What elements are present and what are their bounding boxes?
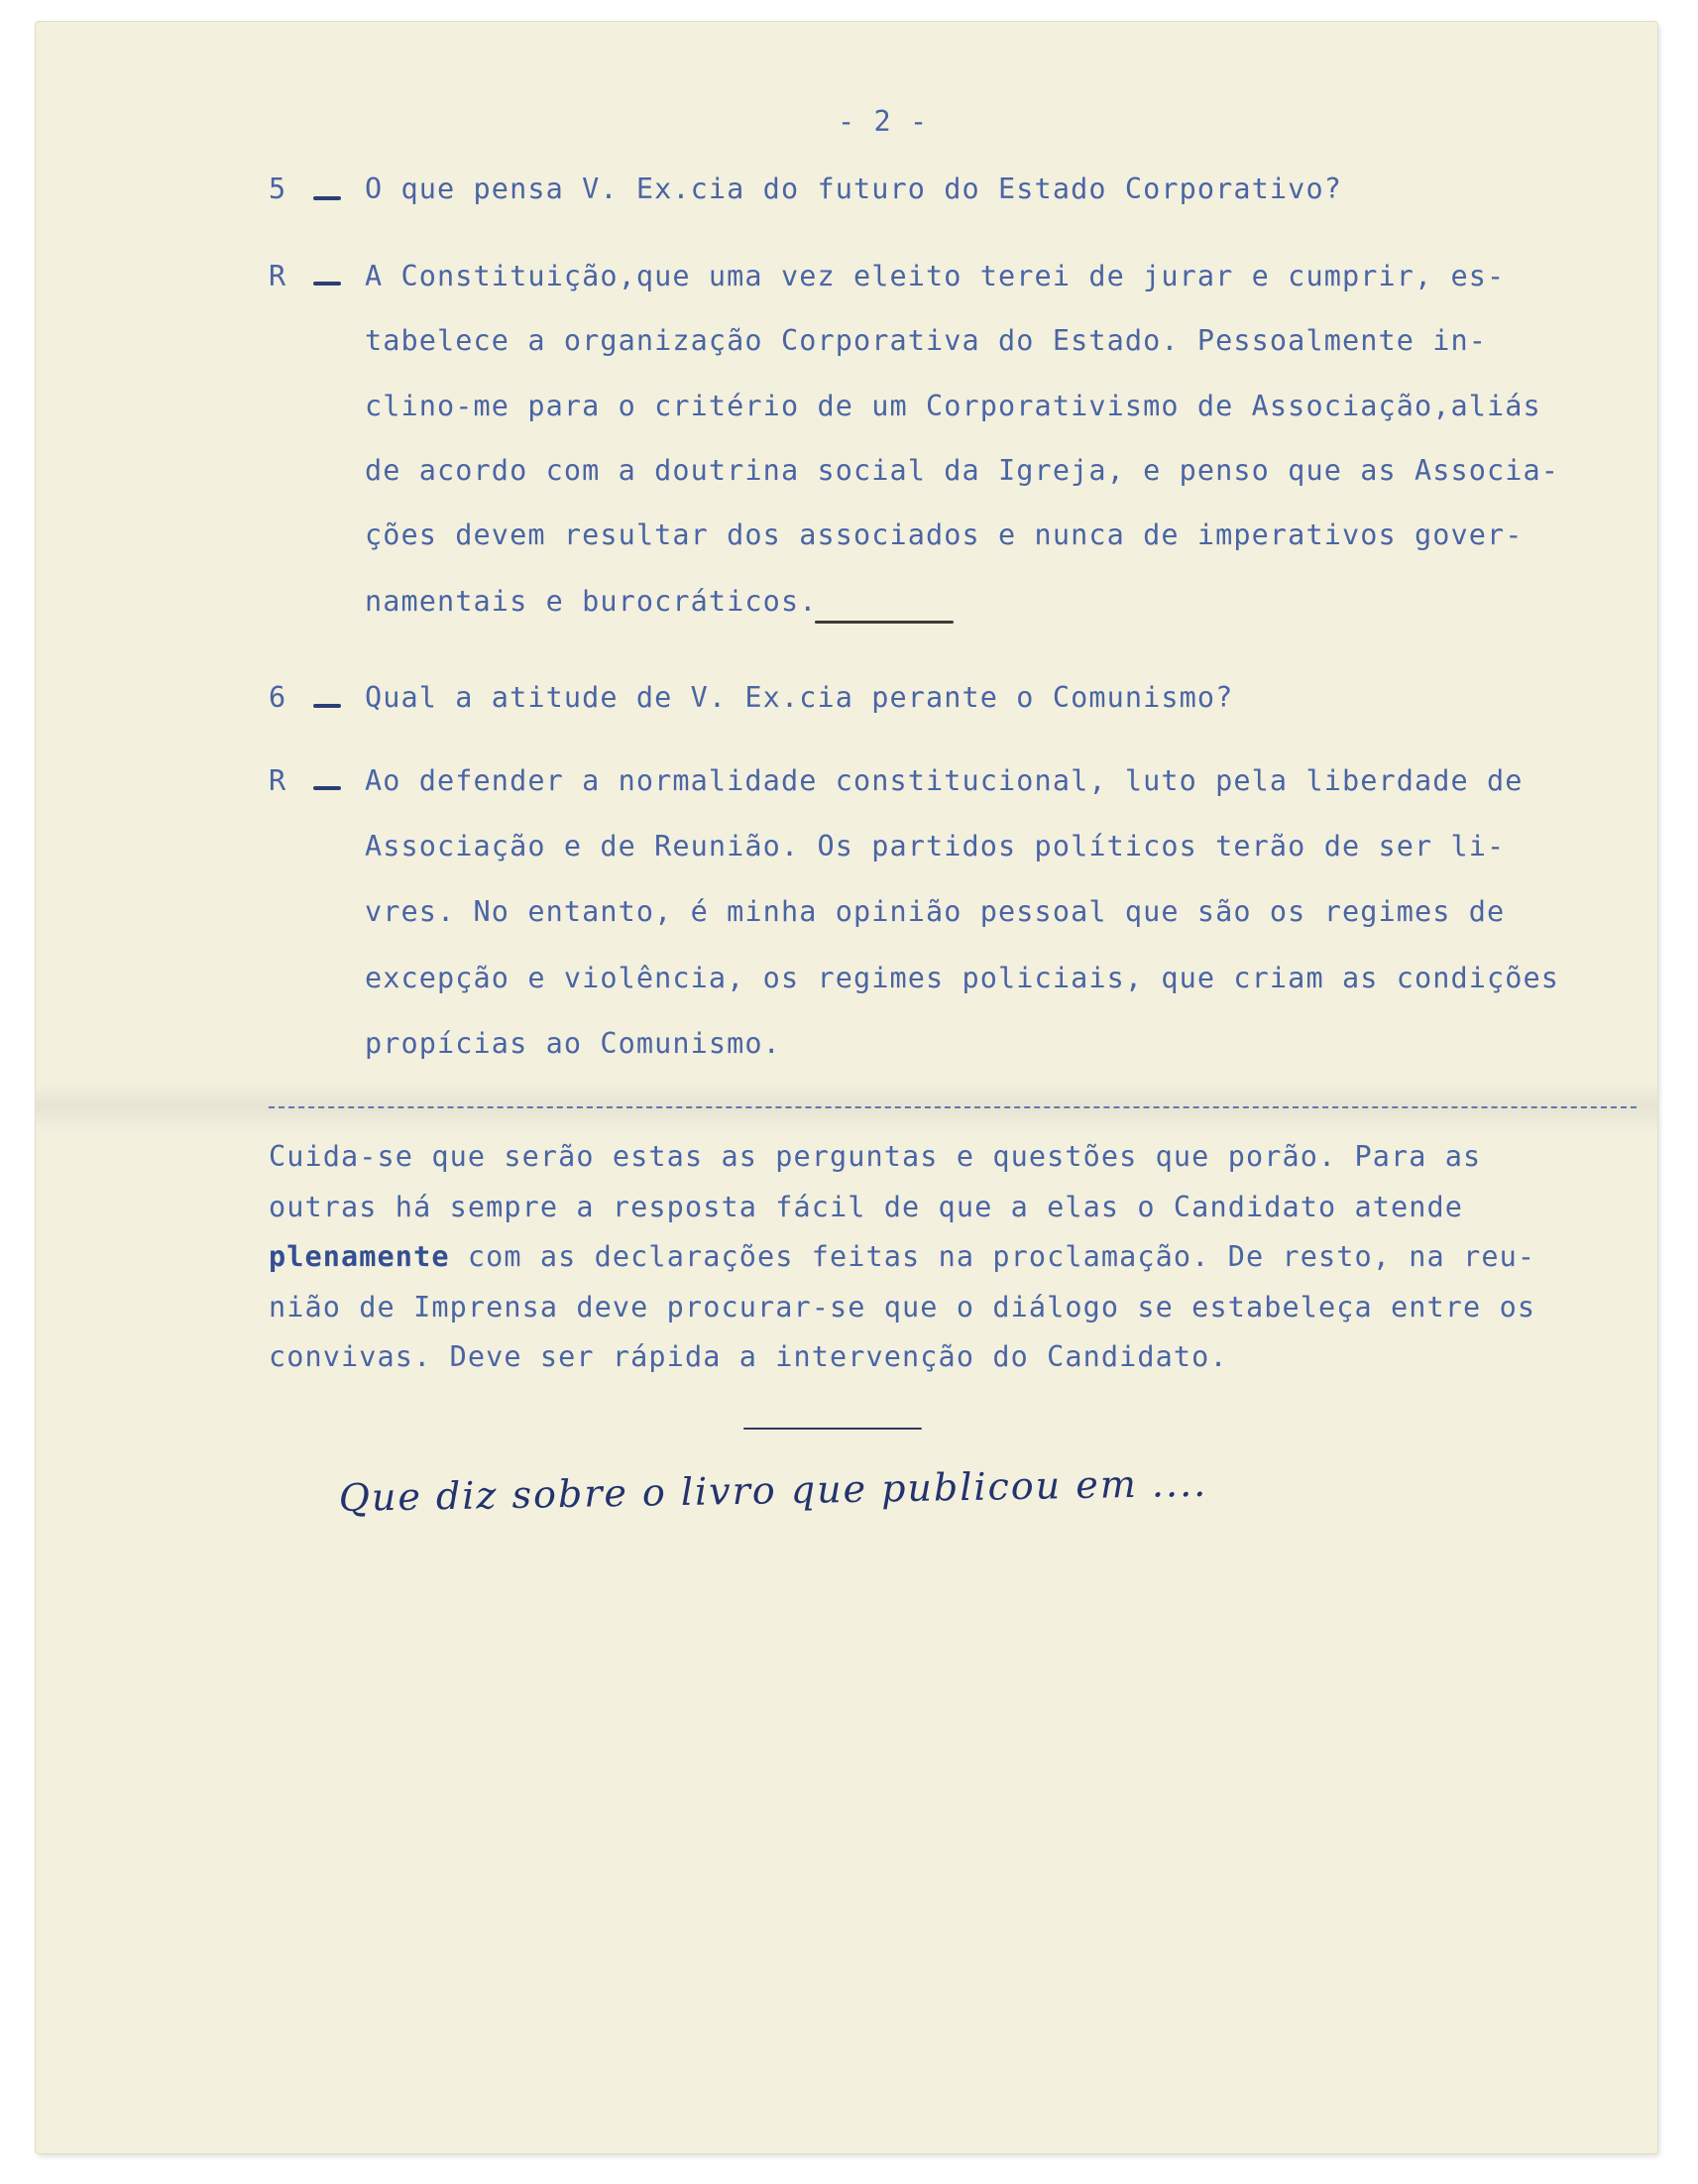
question-number: 6 — [269, 681, 287, 714]
answer-line: ções devem resultar dos associados e nunca de imperativos gover- — [365, 518, 1524, 551]
handwritten-text: Que diz sobre o livro que publicou em .... — [338, 1460, 1208, 1520]
section-divider — [815, 621, 954, 624]
note-line: outras há sempre a resposta fácil de que a elas o Candidato atende — [269, 1191, 1464, 1223]
answer-line: clino-me para o critério de um Corporativismo de Associação,aliás — [365, 390, 1541, 422]
note-line: convivas. Deve ser rápida a intervenção do Candidato. — [269, 1340, 1228, 1373]
answer-label: R — [269, 764, 287, 797]
note-line: Cuida-se que serão estas as perguntas e questões que porão. Para as — [269, 1140, 1482, 1173]
note-line: nião de Imprensa deve procurar-se que o diálogo se estabeleça entre os — [269, 1291, 1536, 1323]
question-text: O que pensa V. Ex.cia do futuro do Estado Corporativo? — [365, 172, 1342, 205]
answer-line: de acordo com a doutrina social da Igreja, e penso que as Associa- — [365, 454, 1560, 487]
answer-line: Ao defender a normalidade constitucional, luto pela liberdade de — [365, 764, 1524, 797]
handwritten-annotation — [333, 1451, 1374, 1565]
answer-line: A Constituição,que uma vez eleito terei de jurar e cumprir, es- — [365, 260, 1506, 292]
dashed-divider — [269, 1106, 1637, 1108]
answer-line: propícias ao Comunismo. — [365, 1027, 781, 1060]
document-page — [36, 22, 1657, 2153]
question-number: 5 — [269, 172, 287, 205]
dash-mark — [313, 704, 341, 708]
answer-line: vres. No entanto, é minha opinião pessoal que são os regimes de — [365, 895, 1506, 928]
answer-label: R — [269, 260, 287, 292]
question-text: Qual a atitude de V. Ex.cia perante o Comunismo? — [365, 681, 1234, 714]
note-line-rest: com as declarações feitas na proclamação. De resto, na reu- — [449, 1240, 1536, 1273]
emphasized-word: plenamente — [269, 1240, 450, 1273]
answer-line: namentais e burocráticos. — [365, 585, 818, 618]
dash-mark — [313, 282, 341, 286]
answer-line: tabelece a organização Corporativa do Estado. Pessoalmente in- — [365, 324, 1488, 357]
page-number: - 2 - — [838, 105, 929, 138]
note-line — [269, 1240, 1535, 1273]
answer-line: Associação e de Reunião. Os partidos políticos terão de ser li- — [365, 830, 1506, 862]
dash-mark — [313, 786, 341, 790]
closing-divider — [743, 1428, 922, 1430]
answer-line: excepção e violência, os regimes policiais, que criam as condições — [365, 962, 1560, 994]
dash-mark — [313, 196, 341, 200]
